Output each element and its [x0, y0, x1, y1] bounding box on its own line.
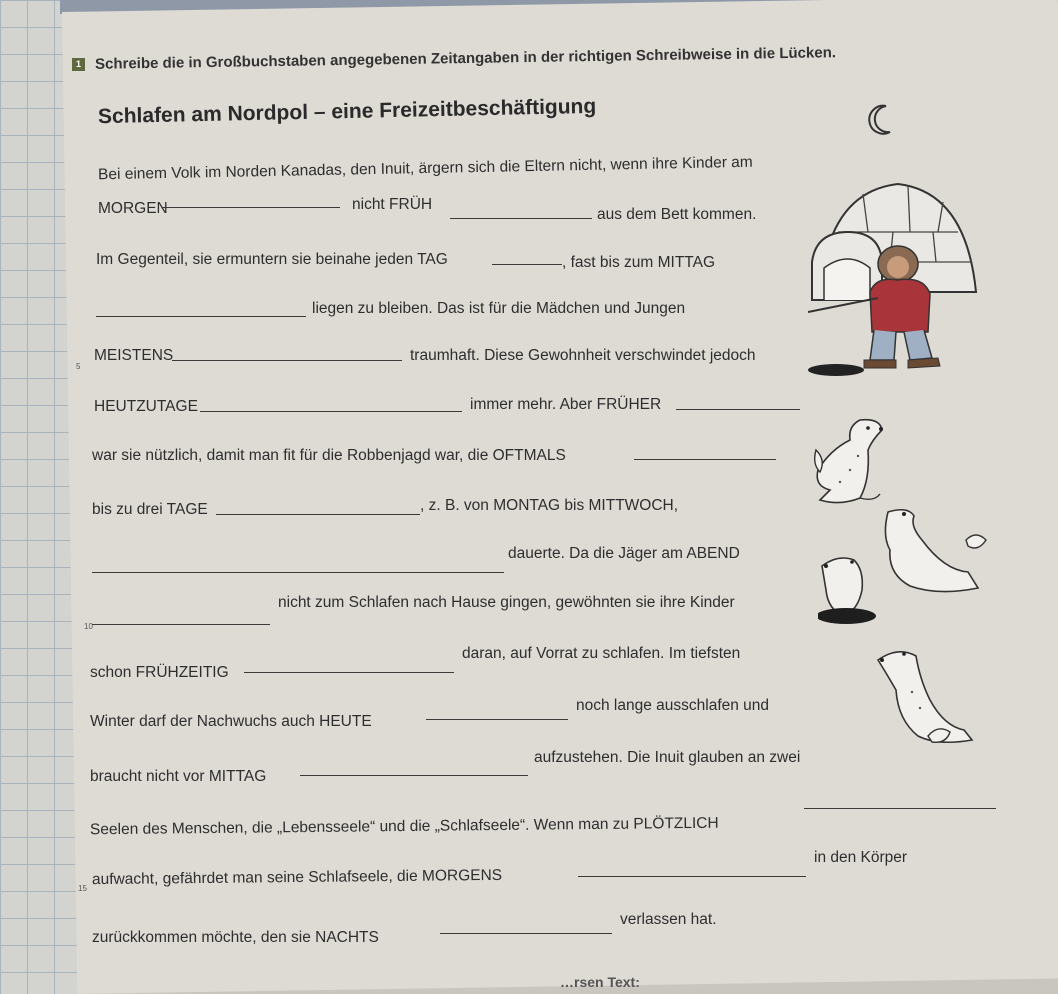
page-title: Schlafen am Nordpol – eine Freizeitbeschäftigung [97, 94, 597, 129]
blank-9[interactable] [216, 514, 420, 515]
text-line-15a: aufwacht, gefährdet man seine Schlafseele, die MORGENS [91, 866, 503, 889]
text-line-3b: , fast bis zum MITTAG [562, 254, 716, 271]
text-heute: Winter darf der Nachwuchs auch HEUTE [90, 713, 372, 730]
blank-13[interactable] [426, 719, 568, 720]
text-line-3a: Im Gegenteil, sie ermuntern sie beinahe jeden TAG [96, 251, 448, 268]
line-number-15: 15 [78, 884, 87, 893]
text-line-7: war sie nützlich, damit man fit für die Robbenjagd war, die OFTMALS [92, 447, 566, 464]
footer-cut-text: …rsen Text: [560, 974, 640, 990]
line-number-10: 10 [84, 622, 93, 631]
text-line-10: nicht zum Schlafen nach Hause gingen, gewöhnten sie ihre Kinder [278, 594, 735, 611]
line-number-5: 5 [76, 362, 81, 371]
seal-icon [868, 640, 978, 750]
text-line-13b: aufzustehen. Die Inuit glauben an zwei [534, 749, 801, 766]
blank-14[interactable] [300, 775, 528, 776]
text-line-8b: , z. B. von MONTAG bis MITTWOCH, [420, 497, 679, 514]
blank-10[interactable] [92, 572, 504, 573]
text-fruehzeitig: schon FRÜHZEITIG [90, 664, 229, 681]
seal-icon [810, 410, 890, 510]
text-line-12b: noch lange ausschlafen und [576, 697, 770, 714]
seal-icon [818, 500, 988, 630]
text-heutzutage: HEUTZUTAGE [94, 398, 198, 415]
blank-17[interactable] [440, 933, 612, 934]
text-aus-dem-bett: aus dem Bett kommen. [597, 206, 757, 223]
blank-6[interactable] [200, 411, 462, 412]
blank-12[interactable] [244, 672, 454, 673]
text-meistens: MEISTENS [94, 347, 174, 364]
text-line-14: Seelen des Menschen, die „Lebensseele“ und die „Schlafseele“. Wenn man zu PLÖTZLICH [89, 814, 719, 839]
text-line-6b: immer mehr. Aber FRÜHER [470, 396, 662, 413]
exercise-number-badge: 1 [72, 58, 85, 71]
blank-7[interactable] [676, 409, 800, 410]
text-line-16b: verlassen hat. [620, 911, 717, 928]
blank-3[interactable] [492, 264, 562, 265]
text-line-15b: in den Körper [814, 849, 908, 866]
text-nachts: zurückkommen möchte, den sie NACHTS [92, 929, 379, 946]
text-nicht-frueh: nicht FRÜH [352, 196, 433, 213]
text-line-5b: traumhaft. Diese Gewohnheit verschwindet jedoch [410, 347, 756, 364]
blank-15[interactable] [804, 808, 996, 809]
blank-4[interactable] [96, 316, 306, 317]
blank-16[interactable] [578, 876, 806, 877]
igloo-with-inuit-fisher [808, 172, 988, 382]
blank-2[interactable] [450, 218, 592, 219]
text-morgen: MORGEN [98, 200, 168, 217]
text-line-4: liegen zu bleiben. Das ist für die Mädchen und Jungen [312, 300, 686, 317]
moon-icon [862, 102, 898, 138]
instruction-text: Schreibe die in Großbuchstaben angegebenen Zeitangaben in der richtigen Schreibweise in die Lücken. [94, 44, 837, 73]
text-line-1: Bei einem Volk im Norden Kanadas, den Inuit, ärgern sich die Eltern nicht, wenn ihre Kinder am [97, 153, 753, 184]
text-line-11b: daran, auf Vorrat zu schlafen. Im tiefsten [462, 645, 741, 662]
blank-5[interactable] [172, 360, 402, 361]
blank-11[interactable] [92, 624, 270, 625]
text-line-9: dauerte. Da die Jäger am ABEND [508, 545, 740, 562]
blank-1[interactable] [162, 207, 340, 208]
text-drei-tage: bis zu drei TAGE [92, 501, 208, 518]
blank-8[interactable] [634, 459, 776, 460]
text-mittag: braucht nicht vor MITTAG [90, 768, 267, 785]
